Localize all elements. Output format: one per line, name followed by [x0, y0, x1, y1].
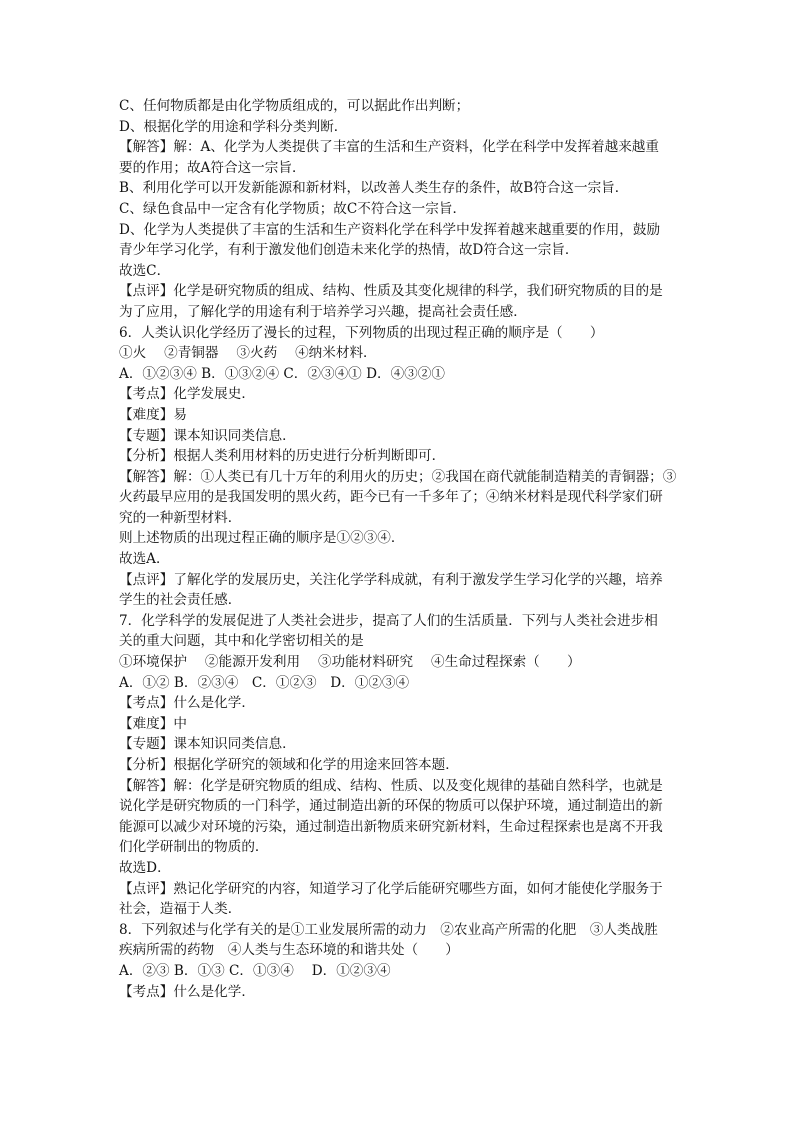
text-line: 【考点】什么是化学．: [119, 983, 255, 1000]
text-line: 青少年学习化学，有利于激发他们创造未来化学的热情，故D符合这一宗旨．: [119, 242, 579, 259]
text-line: 【分析】根据化学研究的领域和化学的用途来回答本题．: [119, 757, 459, 773]
text-line: 们化学研制出的物质的．: [119, 839, 269, 856]
text-line: 火药最早应用的是我国发明的黑火药，距今已有一千多年了；④纳米材料是现代科学家们研: [119, 489, 663, 506]
text-line: 【点评】了解化学的发展历史，关注化学学科成就，有利于激发学生学习化学的兴趣，培养: [119, 571, 663, 588]
text-line: 【专题】课本知识同类信息．: [119, 427, 296, 444]
text-line: 【难度】中: [119, 715, 187, 732]
text-line: 【考点】什么是化学．: [119, 695, 255, 712]
text-line: ①火 ②青铜器 ③火药 ④纳米材料．: [119, 345, 377, 362]
text-line: 故选A．: [119, 551, 170, 568]
text-line: 故选C．: [119, 262, 171, 279]
text-line: 【考点】化学发展史．: [119, 386, 255, 403]
answer-options: A．①②③④ B．①③②④ C．②③④① D．④③②①: [119, 365, 445, 382]
question-6: 6．人类认识化学经历了漫长的过程，下列物质的出现过程正确的顺序是（ ）: [119, 324, 604, 341]
text-line: 则上述物质的出现过程正确的顺序是①②③④．: [119, 530, 405, 547]
text-line: 【解答】解：A、化学为人类提供了丰富的生活和生产资料，化学在科学中发挥着越来越重: [119, 139, 659, 156]
document-page: [119, 96, 689, 1002]
text-line: 学生的社会责任感．: [119, 592, 242, 609]
text-line: D、根据化学的用途和学科分类判断．: [119, 118, 348, 135]
answer-options: A．①② B．②③④ C．①②③ D．①②③④: [119, 674, 410, 691]
text-line: B、利用化学可以开发新能源和新材料，以改善人类生存的条件，故B符合这一宗旨．: [119, 180, 629, 197]
text-line: 究的一种新型材料．: [119, 509, 242, 526]
answer-options: A．②③ B．①③ C．①③④ D．①②③④: [119, 962, 391, 979]
text-line: 【点评】化学是研究物质的组成、结构、性质及其变化规律的科学，我们研究物质的目的是: [119, 283, 663, 300]
text-line: D、化学为人类提供了丰富的生活和生产资料化学在科学中发挥着越来越重要的作用，鼓励: [119, 221, 661, 238]
text-line: 疾病所需的药物 ④人类与生态环境的和谐共处（ ）: [119, 942, 459, 959]
text-line: C、绿色食品中一定含有化学物质；故C不符合这一宗旨．: [119, 200, 467, 217]
text-line: 【难度】易: [119, 406, 187, 423]
text-line: 为了应用，了解化学的用途有利于培养学习兴趣，提高社会责任感．: [119, 303, 527, 320]
text-line: 说化学是研究物质的一门科学，通过制造出新的环保的物质可以保护环境，通过制造出的新: [119, 798, 663, 815]
text-line: 【分析】根据人类利用材料的历史进行分析判断即可．: [119, 448, 446, 465]
text-line: 【解答】解：化学是研究物质的组成、结构、性质、以及变化规律的基础自然科学，也就是: [119, 777, 663, 794]
text-line: 能源可以减少对环境的污染，通过制造出新物质来研究新材料，生命过程探索也是离不开我: [119, 818, 663, 835]
text-line: 要的作用；故A符合这一宗旨．: [119, 159, 306, 176]
text-line: 社会，造福于人类．: [119, 901, 242, 918]
text-line: 关的重大问题，其中和化学密切相关的是: [119, 633, 364, 650]
text-line: ①环境保护 ②能源开发利用 ③功能材料研究 ④生命过程探索（ ）: [119, 654, 581, 671]
text-line: 故选D．: [119, 859, 171, 876]
question-7: 7．化学科学的发展促进了人类社会进步，提高了人们的生活质量．下列与人类社会进步相: [119, 612, 658, 629]
text-line: 【解答】解：①人类已有几十万年的利用火的历史；②我国在商代就能制造精美的青铜器；③: [119, 468, 677, 485]
text-line: 【点评】熟记化学研究的内容，知道学习了化学后能研究哪些方面，如何才能使化学服务于: [119, 880, 663, 897]
text-line: C、任何物质都是由化学物质组成的，可以据此作出判断；: [119, 98, 470, 114]
text-line: 【专题】课本知识同类信息．: [119, 736, 296, 753]
question-8: 8．下列叙述与化学有关的是①工业发展所需的动力 ②农业高产所需的化肥 ③人类战胜: [119, 921, 658, 938]
